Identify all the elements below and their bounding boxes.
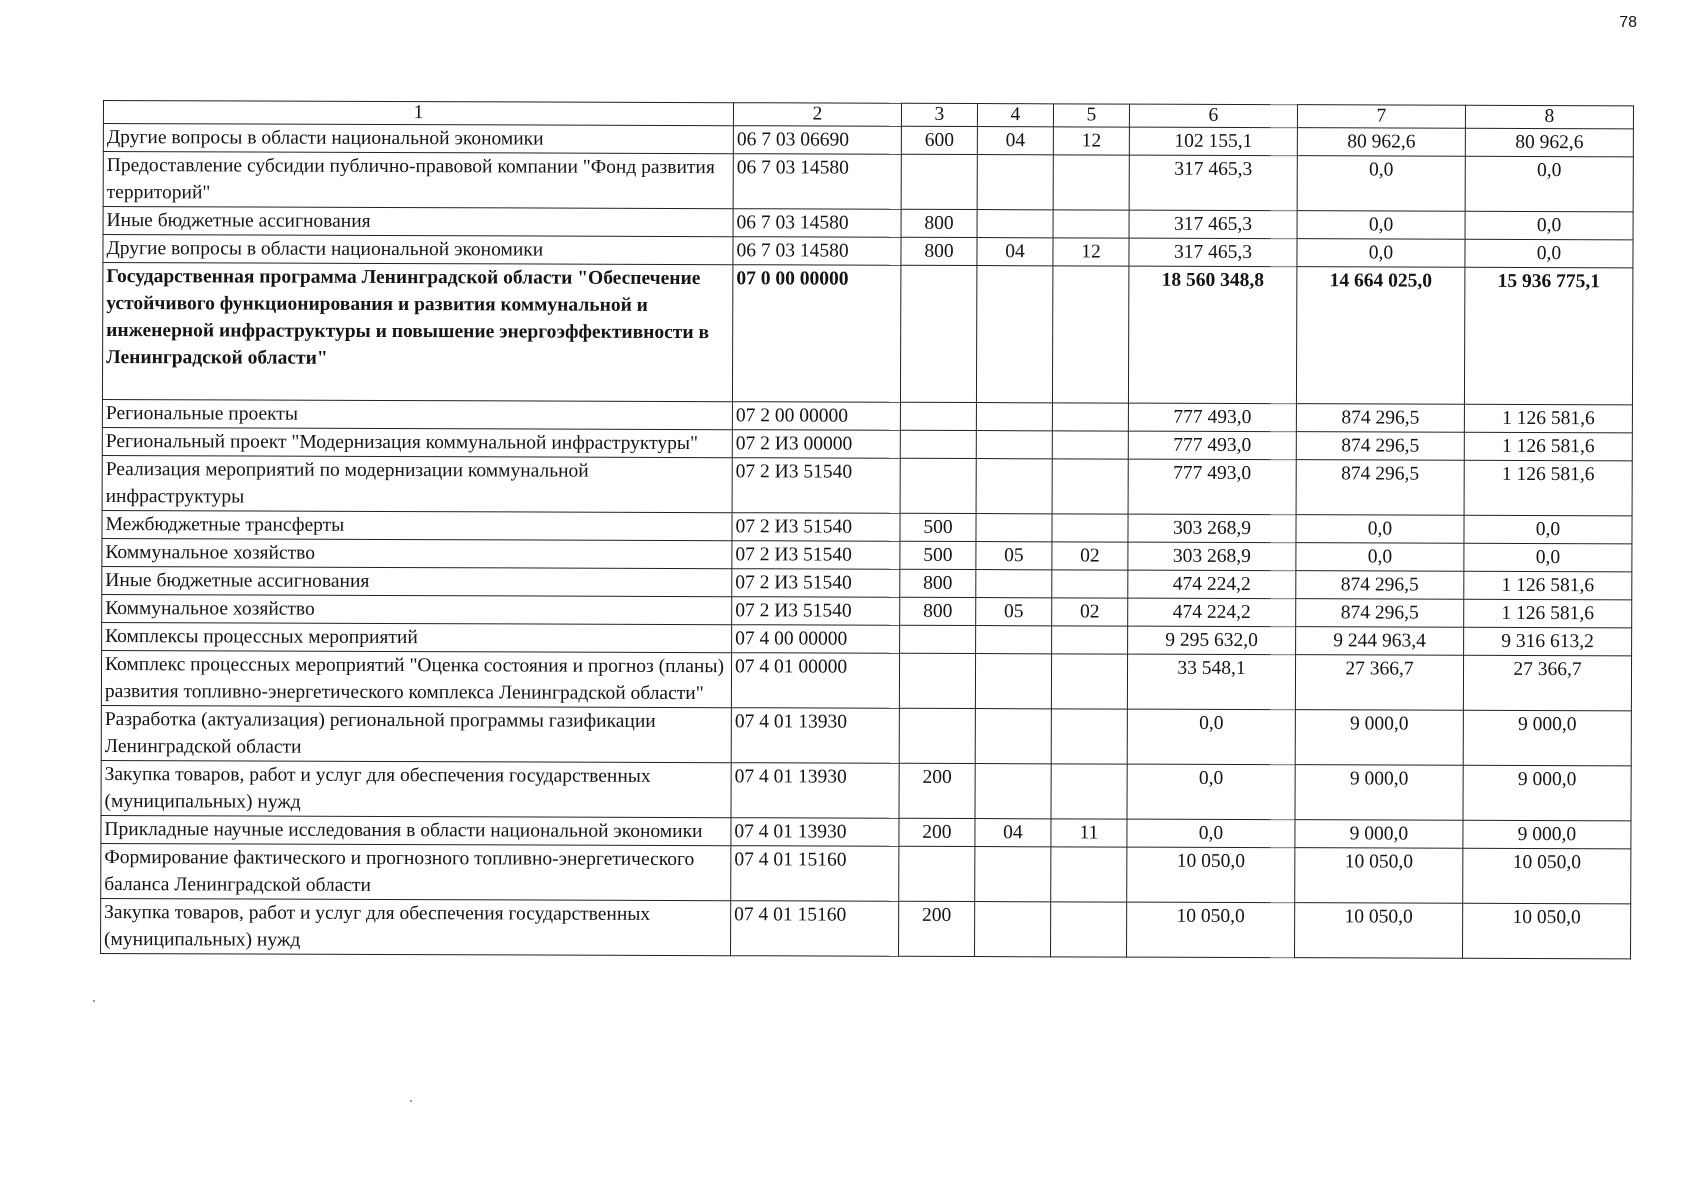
expense-type-cell: 500 [900, 513, 976, 541]
table-row [101, 705, 1631, 765]
expense-type-cell [899, 653, 975, 708]
subsection-cell [1051, 902, 1127, 957]
amount-col6-cell: 317 465,3 [1129, 238, 1297, 267]
item-name-cell: Региональные проекты [102, 399, 732, 429]
subsection-cell [1052, 626, 1128, 654]
subsection-cell [1053, 155, 1129, 210]
target-article-code-cell: 07 2 И3 51540 [732, 513, 900, 542]
target-article-code-cell: 07 2 И3 00000 [732, 430, 900, 459]
item-name-cell: Прикладные научные исследования в области национальной экономики [101, 815, 731, 845]
amount-col6-cell: 474 224,2 [1128, 598, 1296, 627]
expense-type-cell: 600 [901, 126, 977, 154]
subsection-cell [1052, 514, 1128, 542]
column-header: 7 [1297, 105, 1465, 129]
amount-col8-cell: 1 126 581,6 [1464, 460, 1632, 516]
section-cell [976, 459, 1052, 514]
target-article-code-cell: 07 2 И3 51540 [732, 597, 900, 626]
column-header: 8 [1465, 105, 1633, 129]
section-cell [976, 403, 1052, 431]
item-name-cell: Разработка (актуализация) региональной программы газификации Ленинградской области [101, 705, 731, 762]
amount-col7-cell: 874 296,5 [1296, 599, 1464, 628]
target-article-code-cell: 07 2 И3 51540 [732, 541, 900, 570]
expense-type-cell: 200 [899, 901, 975, 956]
amount-col8-cell: 0,0 [1464, 543, 1632, 572]
table-row [101, 898, 1631, 958]
subsection-cell: 02 [1052, 598, 1128, 626]
amount-col6-cell: 102 155,1 [1129, 127, 1297, 156]
amount-col8-cell: 80 962,6 [1465, 128, 1633, 157]
amount-col6-cell: 777 493,0 [1128, 459, 1296, 515]
item-name-cell: Региональный проект "Модернизация коммунальной инфраструктуры" [102, 427, 732, 457]
target-article-code-cell: 07 4 01 15160 [731, 846, 899, 902]
amount-col8-cell: 1 126 581,6 [1464, 432, 1632, 461]
section-cell: 04 [977, 238, 1053, 266]
amount-col6-cell: 10 050,0 [1127, 847, 1295, 903]
amount-col6-cell: 777 493,0 [1128, 403, 1296, 432]
target-article-code-cell: 07 4 01 00000 [731, 653, 899, 709]
target-article-code-cell: 07 2 И3 51540 [732, 569, 900, 598]
column-header: 6 [1129, 104, 1297, 128]
target-article-code-cell: 07 2 00 00000 [732, 402, 900, 431]
amount-col7-cell: 874 296,5 [1296, 404, 1464, 433]
amount-col6-cell: 474 224,2 [1128, 570, 1296, 599]
section-cell: 04 [975, 819, 1051, 847]
budget-table [100, 100, 1634, 959]
table-row [103, 152, 1633, 212]
amount-col7-cell: 874 296,5 [1296, 432, 1464, 461]
section-cell [976, 431, 1052, 459]
amount-col8-cell: 0,0 [1465, 239, 1633, 268]
amount-col7-cell: 10 050,0 [1295, 903, 1463, 959]
item-name-cell: Предоставление субсидии публично-правовой компании "Фонд развития территорий" [103, 152, 733, 209]
amount-col7-cell: 9 000,0 [1295, 710, 1463, 766]
scan-artifact-dot [410, 1100, 412, 1102]
amount-col7-cell: 27 366,7 [1295, 655, 1463, 711]
amount-col8-cell: 9 000,0 [1463, 710, 1631, 766]
subsection-cell [1052, 266, 1128, 403]
item-name-cell: Коммунальное хозяйство [102, 538, 732, 568]
section-cell: 04 [977, 127, 1053, 155]
target-article-code-cell: 06 7 03 14580 [733, 237, 901, 266]
item-name-cell: Иные бюджетные ассигнования [102, 566, 732, 596]
expense-type-cell [899, 708, 975, 763]
column-header: 3 [901, 103, 977, 126]
table-row [101, 760, 1631, 820]
section-cell [976, 514, 1052, 542]
amount-col7-cell: 0,0 [1296, 515, 1464, 544]
section-cell: 05 [976, 542, 1052, 570]
item-name-cell: Другие вопросы в области национальной экономики [103, 124, 733, 154]
target-article-code-cell: 06 7 03 14580 [733, 209, 901, 238]
item-name-cell: Государственная программа Ленинградской области "Обеспечение устойчивого функционирования и развития коммунальной и инженерной инфраструктуры и повышение энергоэффективности в Ленинградской области" [102, 263, 732, 402]
target-article-code-cell: 07 4 01 13930 [731, 708, 899, 764]
amount-col8-cell: 1 126 581,6 [1464, 599, 1632, 628]
target-article-code-cell: 07 0 00 00000 [732, 265, 900, 403]
column-header: 5 [1053, 104, 1129, 127]
amount-col7-cell: 80 962,6 [1297, 128, 1465, 157]
amount-col7-cell: 14 664 025,0 [1296, 267, 1464, 405]
expense-type-cell: 800 [900, 569, 976, 597]
amount-col6-cell: 0,0 [1127, 709, 1295, 765]
column-header: 2 [733, 103, 901, 127]
subsection-cell [1051, 654, 1127, 709]
expense-type-cell: 800 [900, 597, 976, 625]
expense-type-cell [901, 154, 977, 209]
item-name-cell: Формирование фактического и прогнозного топливно-энергетического баланса Ленинградской области [101, 843, 731, 900]
section-cell: 05 [976, 598, 1052, 626]
section-cell [976, 626, 1052, 654]
amount-col7-cell: 0,0 [1296, 543, 1464, 572]
expense-type-cell: 200 [899, 818, 975, 846]
amount-col7-cell: 0,0 [1297, 156, 1465, 212]
section-cell [975, 902, 1051, 957]
subsection-cell: 12 [1053, 127, 1129, 155]
target-article-code-cell: 06 7 03 14580 [733, 154, 901, 210]
table-row [102, 263, 1632, 405]
subsection-cell [1051, 709, 1127, 764]
amount-col6-cell: 777 493,0 [1128, 431, 1296, 460]
amount-col7-cell: 9 244 963,4 [1296, 627, 1464, 656]
section-cell [975, 847, 1051, 902]
amount-col6-cell: 317 465,3 [1129, 155, 1297, 211]
subsection-cell [1052, 570, 1128, 598]
column-header: 4 [977, 104, 1053, 127]
expense-type-cell: 200 [899, 763, 975, 818]
item-name-cell: Иные бюджетные ассигнования [103, 207, 733, 237]
item-name-cell: Закупка товаров, работ и услуг для обеспечения государственных (муниципальных) нужд [101, 898, 731, 955]
expense-type-cell [900, 625, 976, 653]
amount-col7-cell: 0,0 [1297, 211, 1465, 240]
amount-col6-cell: 9 295 632,0 [1128, 626, 1296, 655]
target-article-code-cell: 07 4 01 15160 [731, 901, 899, 957]
amount-col8-cell: 1 126 581,6 [1464, 404, 1632, 433]
amount-col6-cell: 0,0 [1127, 764, 1295, 820]
amount-col6-cell: 303 268,9 [1128, 514, 1296, 543]
table-row [102, 455, 1632, 515]
table-body [101, 124, 1634, 959]
item-name-cell: Комплекс процессных мероприятий "Оценка состояния и прогноз (планы) развития топливно-энергетического комплекса Ленинградской области" [101, 650, 731, 707]
amount-col8-cell: 10 050,0 [1463, 903, 1631, 959]
target-article-code-cell: 06 7 03 06690 [733, 126, 901, 155]
amount-col8-cell: 9 316 613,2 [1464, 627, 1632, 656]
expense-type-cell [900, 430, 976, 458]
amount-col6-cell: 18 560 348,8 [1128, 266, 1296, 404]
amount-col6-cell: 317 465,3 [1129, 210, 1297, 239]
subsection-cell: 02 [1052, 542, 1128, 570]
target-article-code-cell: 07 4 01 13930 [731, 763, 899, 819]
amount-col8-cell: 9 000,0 [1463, 765, 1631, 821]
amount-col6-cell: 0,0 [1127, 819, 1295, 848]
column-header: 1 [103, 101, 733, 126]
section-cell [975, 709, 1051, 764]
table-row [101, 843, 1631, 903]
subsection-cell [1051, 847, 1127, 902]
amount-col8-cell: 27 366,7 [1463, 655, 1631, 711]
expense-type-cell: 800 [901, 237, 977, 265]
item-name-cell: Коммунальное хозяйство [102, 594, 732, 624]
amount-col8-cell: 0,0 [1465, 156, 1633, 212]
scan-artifact-dot [93, 1000, 95, 1002]
amount-col7-cell: 10 050,0 [1295, 848, 1463, 904]
target-article-code-cell: 07 4 01 13930 [731, 818, 899, 847]
expense-type-cell: 800 [901, 209, 977, 237]
expense-type-cell: 500 [900, 541, 976, 569]
expense-type-cell [900, 265, 976, 402]
amount-col6-cell: 303 268,9 [1128, 542, 1296, 571]
subsection-cell: 11 [1051, 819, 1127, 847]
subsection-cell [1052, 431, 1128, 459]
subsection-cell [1051, 764, 1127, 819]
item-name-cell: Межбюджетные трансферты [102, 510, 732, 540]
subsection-cell [1052, 403, 1128, 431]
section-cell [977, 155, 1053, 210]
item-name-cell: Закупка товаров, работ и услуг для обеспечения государственных (муниципальных) нужд [101, 760, 731, 817]
amount-col7-cell: 874 296,5 [1296, 571, 1464, 600]
section-cell [976, 570, 1052, 598]
amount-col7-cell: 9 000,0 [1295, 820, 1463, 849]
section-cell [975, 654, 1051, 709]
amount-col8-cell: 15 936 775,1 [1464, 267, 1632, 405]
expense-type-cell [900, 402, 976, 430]
item-name-cell: Комплексы процессных мероприятий [102, 622, 732, 652]
subsection-cell: 12 [1053, 238, 1129, 266]
table-row [101, 650, 1631, 710]
page-number: 78 [1619, 14, 1637, 31]
section-cell [975, 764, 1051, 819]
amount-col8-cell: 9 000,0 [1463, 820, 1631, 849]
amount-col8-cell: 1 126 581,6 [1464, 571, 1632, 600]
amount-col8-cell: 10 050,0 [1463, 848, 1631, 904]
item-name-cell: Другие вопросы в области национальной экономики [103, 235, 733, 265]
amount-col8-cell: 0,0 [1465, 211, 1633, 240]
expense-type-cell [900, 458, 976, 513]
amount-col7-cell: 0,0 [1297, 239, 1465, 268]
item-name-cell: Реализация мероприятий по модернизации коммунальной инфраструктуры [102, 455, 732, 512]
target-article-code-cell: 07 2 И3 51540 [732, 458, 900, 514]
target-article-code-cell: 07 4 00 00000 [732, 625, 900, 654]
amount-col6-cell: 33 548,1 [1127, 654, 1295, 710]
subsection-cell [1052, 459, 1128, 514]
section-cell [976, 266, 1052, 403]
expense-type-cell [899, 846, 975, 901]
amount-col6-cell: 10 050,0 [1127, 902, 1295, 958]
amount-col8-cell: 0,0 [1464, 515, 1632, 544]
amount-col7-cell: 9 000,0 [1295, 765, 1463, 821]
section-cell [977, 210, 1053, 238]
amount-col7-cell: 874 296,5 [1296, 460, 1464, 516]
subsection-cell [1053, 210, 1129, 238]
